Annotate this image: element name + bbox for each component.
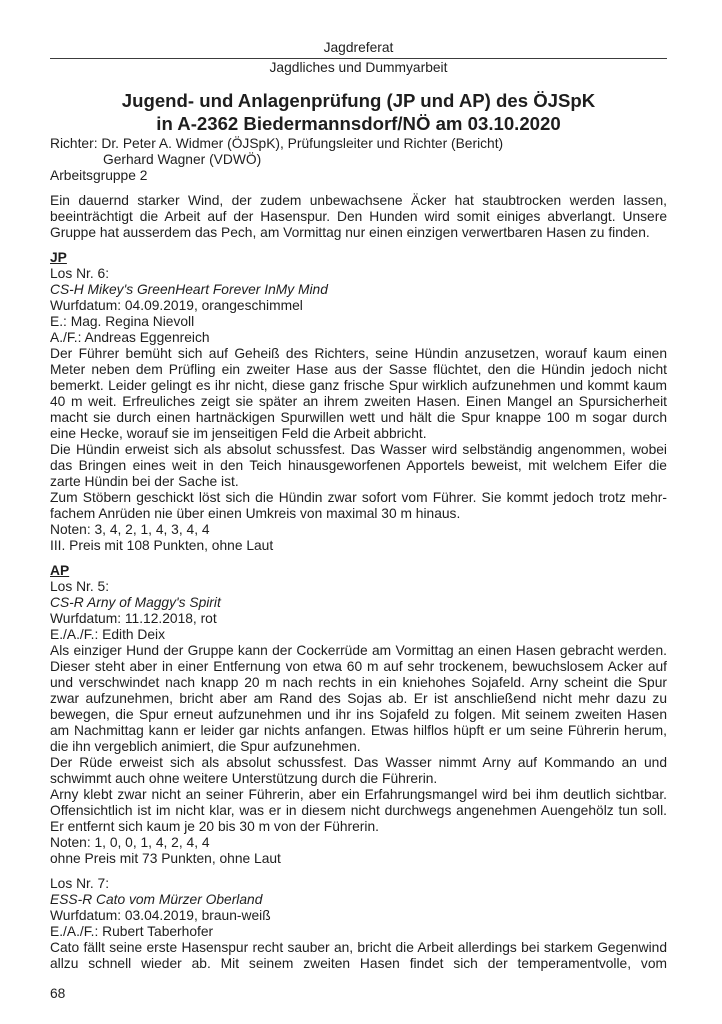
owner-trainer-handler-line: E./A./F.: Edith Deix [50,627,166,642]
report-title-line-1: Jugend- und Anlagenprüfung (JP und AP) des ÖJSpK [121,90,596,111]
report-paragraph: Arny klebt zwar nicht an seiner Führerin, aber ein Erfahrungsmangel wird bei ihm deutlich sichtbar. Offensichtlich ist im nicht klar, was er in diesem nicht durchwegs angenehmen Auengehölz tun soll. Er entfernt sich kaum je 20 bis 30 m von der Führerin. [50,787,667,834]
owner-trainer-handler-line: E./A./F.: Rubert Taberhofer [50,924,214,939]
birth-date-line: Wurfdatum: 11.12.2018, rot [50,611,217,626]
ap-section [50,563,667,867]
jp-heading: JP [50,250,67,265]
subreferat-heading: Jagdliches und Dummyarbeit [269,60,448,75]
report-paragraph: Cato fällt seine erste Hasenspur recht sauber an, bricht die Arbeit allerdings bei starkem Gegenwind allzu schnell wieder ab. Mit seinem zweiten Hasen findet sich der temperamentvolle, vom [50,940,667,971]
report-title [50,89,667,135]
report-paragraph: Als einziger Hund der Gruppe kann der Cockerrüde am Vormittag an einen Hasen gebracht werden. Dieser steht aber in einer Entfernung von etwa 60 m auf sehr trockenem, bewuchslosem Acker auf und verschwindet nach knapp 20 m nach rechts in ein kniehohes Sojafeld. Arny scheint die Spur zwar aufzunehmen, bricht aber am Rand des Sojas ab. Er ist anschließend nicht mehr dazu zu bewegen, die Spur erneut aufzunehmen und ihr ins Sojafeld zu folgen. Mit seinem zweiten Hasen am Nachmittag kann er leider gar nichts anfangen. Etwas hilflos hüpft er um seine Führerin herum, die ihn vergeblich animiert, die Spur aufzunehmen. [50,643,667,754]
intro-paragraph: Ein dauernd starker Wind, der zudem unbewachsene Äcker hat staubtrocken werden lassen, beeinträchtigt die Arbeit auf der Hasenspur. Den Hunden wird somit einiges abverlangt. Unsere Gruppe hat ausserdem das Pech, am Vormittag nur einen einzigen verwertbaren Hasen zu finden. [50,193,667,240]
dog-name: CS-R Arny of Maggy's Spirit [50,595,221,610]
dog-name: CS-H Mikey's GreenHeart Forever InMy Mind [50,282,328,297]
scores-line: Noten: 3, 4, 2, 1, 4, 3, 4, 4 [50,522,210,537]
judges-block [50,136,667,184]
trainer-handler-line: A./F.: Andreas Eggenreich [50,330,210,345]
ap-heading: AP [50,563,70,578]
birth-date-line: Wurfdatum: 04.09.2019, orangeschimmel [50,298,303,313]
birth-date-line: Wurfdatum: 03.04.2019, braun-weiß [50,908,271,923]
prize-line: III. Preis mit 108 Punkten, ohne Laut [50,538,274,553]
page-number: 68 [50,986,66,1001]
prize-line: ohne Preis mit 73 Punkten, ohne Laut [50,851,281,866]
scores-line: Noten: 1, 0, 0, 1, 4, 2, 4, 4 [50,835,210,850]
lot7-entry [50,876,667,972]
dog-name: ESS-R Cato vom Mürzer Oberland [50,892,263,907]
jp-section [50,250,667,554]
owner-line: E.: Mag. Regina Nievoll [50,314,195,329]
report-title-line-2: in A-2362 Biedermannsdorf/NÖ am 03.10.2020 [156,113,561,134]
lot-number: Los Nr. 5: [50,579,110,594]
report-paragraph: Die Hündin erweist sich als absolut schussfest. Das Wasser wird selbständig angenommen, wobei das Bringen eines weit in den Teich hinausgeworfenen Apportels beweist, mit welchem Eifer die zarte Hündin bei der Sache ist. [50,442,667,489]
judge-line-2: Gerhard Wagner (VDWÖ) [103,152,262,167]
judge-line-1: Richter: Dr. Peter A. Widmer (ÖJSpK), Prüfungsleiter und Richter (Bericht) [50,136,504,151]
report-paragraph: Der Führer bemüht sich auf Geheiß des Richters, seine Hündin anzusetzen, worauf kaum einen Meter neben dem Prüfling ein zweiter Hase aus der Sasse flüchtet, den die Hündin jedoch nicht bemerkt. Leider gelingt es ihr nicht, diese ganz frische Spur wirklich aufzunehmen und kommt kaum 40 m weit. Erfreuliches zeigt sie später an ihrem zweiten Hasen. Einen Mangel an Spursicherheit macht sie durch einen hartnäckigen Spurwillen wett und hält die Spur knappe 100 m sogar durch eine Hecke, worauf sie im jenseitigen Feld die Arbeit abbricht. [50,346,667,441]
lot-number: Los Nr. 6: [50,266,110,281]
divider-rule [50,58,667,59]
referat-heading: Jagdreferat [323,40,394,55]
report-paragraph: Zum Stöbern geschickt löst sich die Hündin zwar sofort vom Führer. Sie kommt jedoch trotz mehrfachem Anrüden nie über einen Umkreis von maximal 30 m hinaus. [50,490,667,521]
report-paragraph: Der Rüde erweist sich als absolut schussfest. Das Wasser nimmt Arny auf Kommando an und schwimmt auch ohne weitere Unterstützung durch die Führerin. [50,755,667,786]
lot-number: Los Nr. 7: [50,876,110,891]
workgroup-line: Arbeitsgruppe 2 [50,168,148,183]
